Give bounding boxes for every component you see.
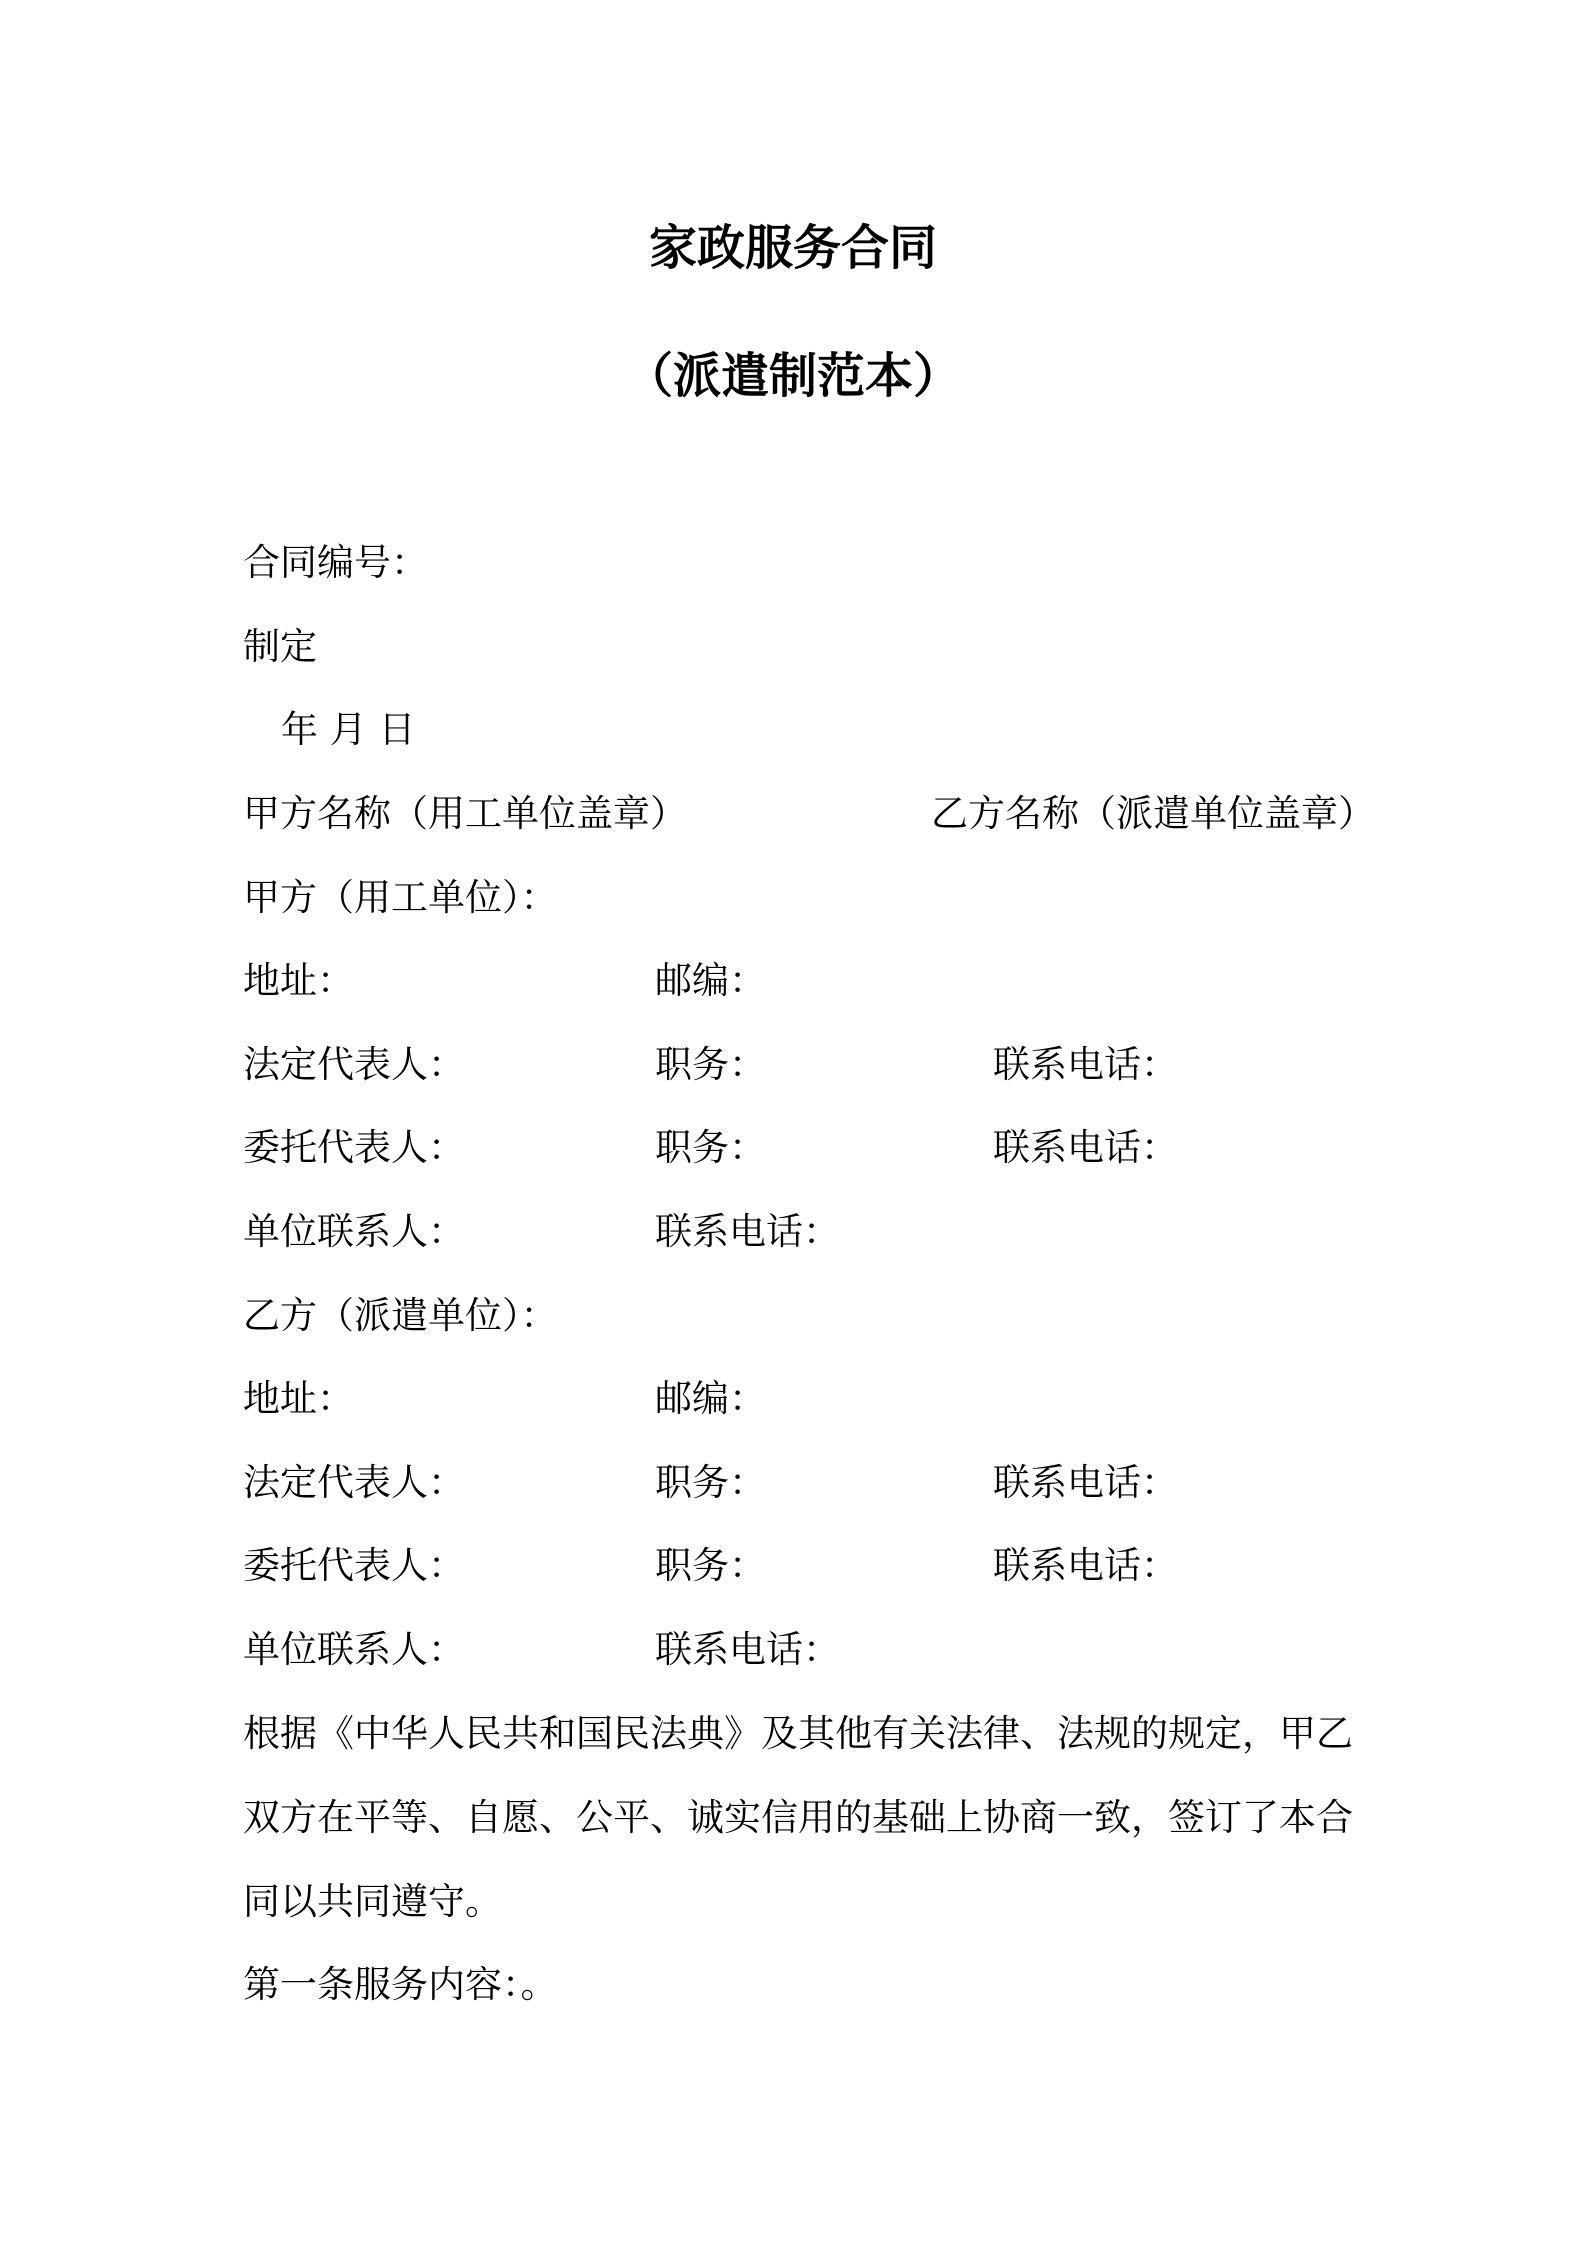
made-label: 制定 <box>243 625 317 668</box>
contract-number-label: 合同编号： <box>243 541 428 584</box>
party-a-entrusted-rep-phone-label: 联系电话： <box>993 1126 1178 1169</box>
preamble-line: 根据《中华人民共和国民法典》及其他有关法律、法规的规定，甲乙 <box>243 1712 1353 1755</box>
party-a-legal-rep-label: 法定代表人： <box>243 1043 465 1086</box>
party-b-legal-rep-title-label: 职务： <box>655 1461 766 1504</box>
document-title: 家政服务合同 <box>648 220 937 276</box>
party-b-entrusted-rep-title-label: 职务： <box>655 1544 766 1587</box>
party-b-contact-label: 单位联系人： <box>243 1628 465 1671</box>
preamble-line: 双方在平等、自愿、公平、诚实信用的基础上协商一致，签订了本合 <box>243 1796 1353 1839</box>
party-a-seal-label: 甲方名称（用工单位盖章） <box>243 792 687 835</box>
preamble-paragraph <box>243 1692 1363 1944</box>
party-a-address-label: 地址： <box>243 959 354 1002</box>
date-line: 年 月 日 <box>281 708 416 751</box>
party-a-entrusted-rep-title-label: 职务： <box>655 1126 766 1169</box>
party-b-legal-rep-label: 法定代表人： <box>243 1461 465 1504</box>
party-b-postcode-label: 邮编： <box>655 1377 766 1420</box>
party-b-entrusted-rep-label: 委托代表人： <box>243 1544 465 1587</box>
party-b-seal-label: 乙方名称（派遣单位盖章） <box>931 792 1375 835</box>
preamble-line: 同以共同遵守。 <box>243 1880 502 1923</box>
party-a-contact-phone-label: 联系电话： <box>655 1210 840 1253</box>
party-b-heading: 乙方（派遣单位）： <box>243 1294 558 1337</box>
party-a-postcode-label: 邮编： <box>655 959 766 1002</box>
party-b-contact-phone-label: 联系电话： <box>655 1628 840 1671</box>
party-a-legal-rep-title-label: 职务： <box>655 1043 766 1086</box>
article-1-heading: 第一条服务内容：。 <box>243 1963 558 2006</box>
party-a-legal-rep-phone-label: 联系电话： <box>993 1043 1178 1086</box>
document-subtitle: （派遣制范本） <box>624 348 961 404</box>
party-a-contact-label: 单位联系人： <box>243 1210 465 1253</box>
party-b-entrusted-rep-phone-label: 联系电话： <box>993 1544 1178 1587</box>
party-b-legal-rep-phone-label: 联系电话： <box>993 1461 1178 1504</box>
party-a-heading: 甲方（用工单位）： <box>243 876 558 919</box>
party-a-entrusted-rep-label: 委托代表人： <box>243 1126 465 1169</box>
party-b-address-label: 地址： <box>243 1377 354 1420</box>
